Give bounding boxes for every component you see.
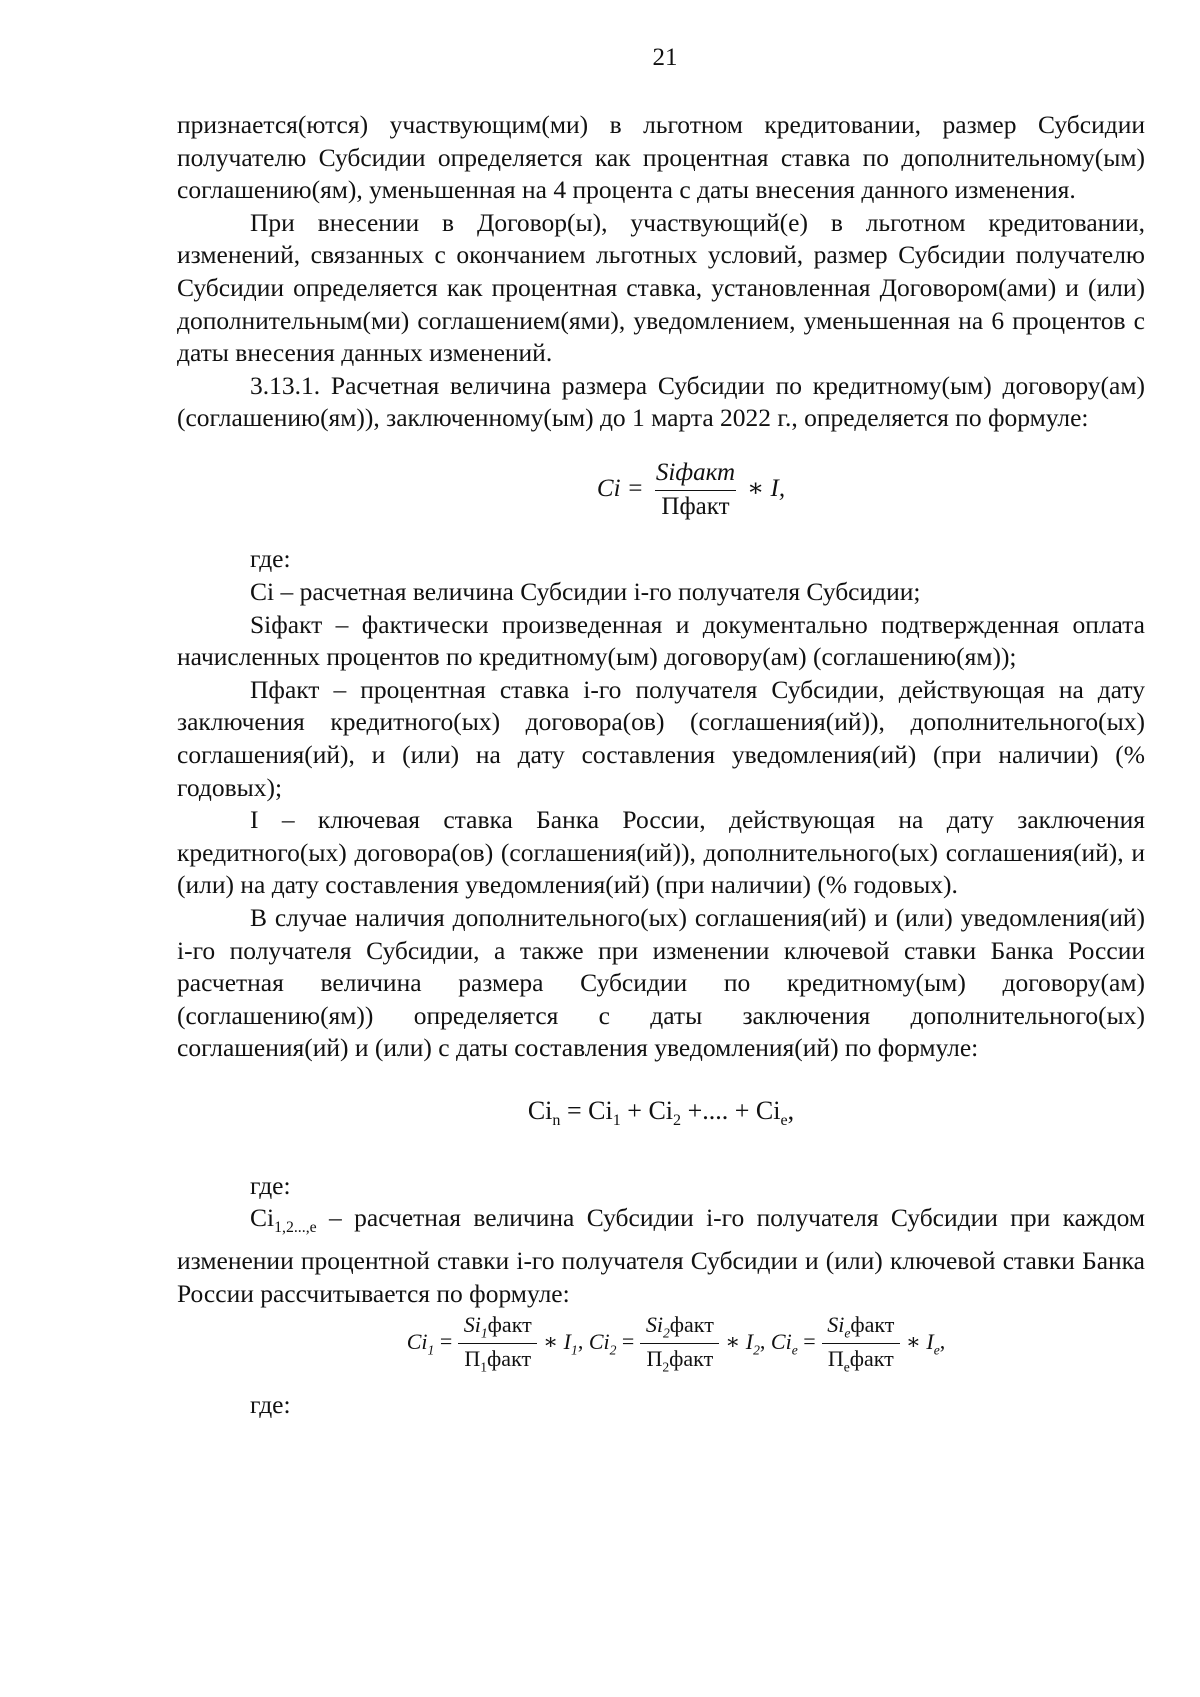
definition-ci-series-text: – расчетная величина Субсидии i-го получателя Субсидии при каждом изменении процентной ставки i-го получателя Субсидии и (или) ключевой ставки Банка России рассчитывается по формуле: [177,1203,1145,1308]
paragraph-changes: В случае наличия дополнительного(ых) соглашения(ий) и (или) уведомления(ий) i-го получателя Субсидии, а также при изменении ключевой ставки Банка России расчетная величина размера Субсидии по кредитному(ым) договору(ам) (соглашению(ям)) определяется с даты заключения дополнительного(ых) соглашения(ий) и (или) с даты составления уведомления(ий) по формуле: [177,902,1145,1063]
formula3-term2-eq: = [621,1328,635,1354]
formula2-end: , [787,1095,795,1125]
formula3-term3-denominator: $П_eфакт$ [822,1343,900,1375]
formula3-term2-fraction [640,1312,720,1375]
formula3-term1-lhs: $Ci_1$ [406,1328,435,1358]
formula3-term2-denominator: $П_2факт$ [640,1343,719,1375]
formula-subsidy-each [177,1312,1145,1375]
formula2-sub-e: e [780,1112,788,1130]
formula3-term1-denominator: $П_1факт$ [458,1343,537,1375]
definition-si-fact: Siфакт – фактически произведенная и документально подтвержденная оплата начисленных процентов по кредитному(ым) договору(ам) (соглашению(ям)); [177,609,1145,672]
formula3-term3-numerator: $Si_eфакт$ [827,1312,895,1341]
formula3-term3-rhs: ∗ $I_e$ [905,1328,940,1358]
formula3-term3-fraction [821,1312,900,1375]
definition-ci-series-lead: Ci [250,1203,275,1233]
formula3-term1-rhs: ∗ $I_1$ [543,1328,578,1358]
where-label-1: где: [250,544,291,574]
formula3-term1-numerator: $Si_1факт$ [463,1312,532,1341]
formula-subsidy-basic [177,459,1145,522]
formula2-mid: +.... + Ci [681,1095,781,1125]
formula3-term2-numerator: $Si_2факт$ [645,1312,714,1341]
formula3-term2-rhs: ∗ $I_2$ [725,1328,760,1358]
formula3-term3-lhs: $Ci_e$ [770,1328,798,1358]
formula2-eq: = Ci [560,1095,613,1125]
definition-ci: Ci – расчетная величина Субсидии i-го получателя Субсидии; [250,577,921,607]
formula3-term2-lhs: $Ci_2$ [588,1328,617,1358]
where-label-3: где: [250,1390,291,1420]
formula2-cin: Ci [527,1095,553,1125]
definition-p-fact: Пфакт – процентная ставка i-го получателя Субсидии, действующая на дату заключения кредитного(ых) договора(ов) (соглашения(ий)), дополнительного(ых) соглашения(ий), и (или) на дату составления уведомления(ий) (при наличии) (% годовых); [177,674,1145,802]
formula3-sep-2: , [759,1328,766,1354]
formula1-fraction [650,459,741,522]
formula1-rhs: ∗ I, [747,474,786,502]
formula1-denominator: Пфакт [655,490,735,522]
document-body [177,109,1145,1422]
formula2-sub-1: 1 [612,1112,621,1130]
formula2-sub-n: n [552,1112,561,1130]
definition-ci-series-sub: 1,2...,e [274,1219,317,1237]
formula3-term1-eq: = [439,1328,453,1354]
definition-key-rate: I – ключевая ставка Банка России, действующая на дату заключения кредитного(ых) договора(ов) (соглашения(ий)), дополнительного(ых) соглашения(ий), и (или) на дату составления уведомления(ий) (при наличии) (% годовых). [177,805,1145,900]
formula1-numerator: Siфакт [655,458,736,486]
formula1-lhs: Ci = [596,474,644,502]
paragraph-benefit-end: При внесении в Договор(ы), участвующий(е) в льготном кредитовании, изменений, связанных с окончанием льготных условий, размер Субсидии получателю Субсидии определяется как процентная ставка, установленная Договором(ами) и (или) дополнительным(ми) соглашением(ями), уведомлением, уменьшенная на 6 процентов с даты внесения данных изменений. [177,207,1145,368]
paragraph-3-13-1: 3.13.1. Расчетная величина размера Субсидии по кредитному(ым) договору(ам) (соглашению(ям)), заключенному(ым) до 1 марта 2022 г., определяется по формуле: [177,370,1145,433]
formula-subsidy-sum [177,1095,1145,1138]
page-number: 21 [652,44,678,71]
formula3-sep-3: , [939,1328,946,1354]
paragraph-continuation: признается(ются) участвующим(ми) в льготном кредитовании, размер Субсидии получателю Субсидии определяется как процентная ставка по дополнительному(ым) соглашению(ям), уменьшенная на 4 процента с даты внесения данного изменения. [177,110,1145,205]
where-label-2: где: [250,1170,291,1200]
definition-ci-series [177,1202,1145,1310]
formula3-term1-fraction [458,1312,538,1375]
formula3-term3-eq: = [803,1328,816,1354]
formula2-sub-2: 2 [673,1112,682,1130]
formula2-plus: + Ci [620,1095,674,1125]
formula3-sep-1: , [577,1328,584,1354]
